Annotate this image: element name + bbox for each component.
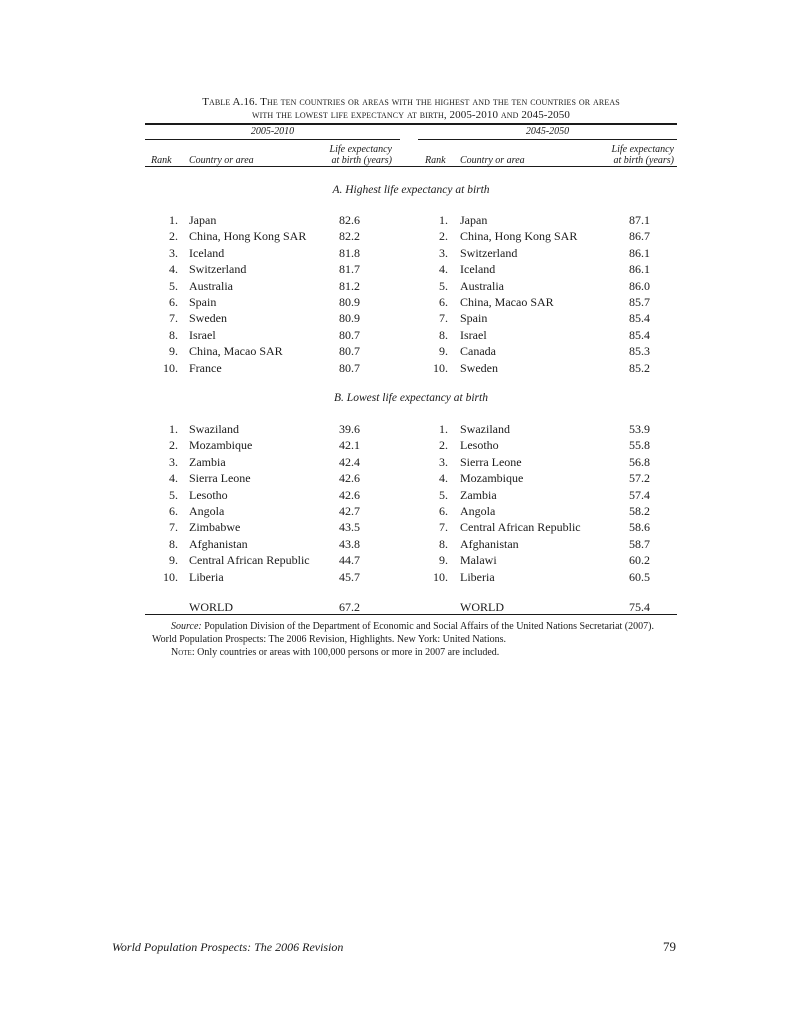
value-left: 80.9: [339, 295, 360, 309]
rank-left: 7.: [169, 311, 178, 326]
country-left: France: [189, 360, 222, 375]
table-row: [0, 245, 791, 261]
value-left: 42.1: [339, 438, 360, 453]
table-row: [0, 310, 791, 326]
country-left: China, Macao SAR: [189, 344, 283, 359]
value-right: 86.0: [629, 278, 650, 293]
rank-right: 3.: [439, 245, 448, 260]
world-value-right: 75.4: [629, 600, 650, 614]
country-right: Afghanistan: [460, 536, 519, 551]
country-left: Australia: [189, 278, 233, 293]
source-text-1: Population Division of the Department of Economic and Social Affairs of the United Nations Secretariat (2007).: [201, 621, 654, 632]
rank-left: 1.: [169, 213, 178, 227]
value-right: 53.9: [629, 422, 650, 436]
country-right: Switzerland: [460, 245, 518, 260]
table-row: [0, 536, 791, 552]
country-left: Mozambique: [189, 438, 253, 453]
rank-left: 8.: [169, 536, 178, 551]
table-row: [0, 569, 791, 585]
table-row: [0, 360, 791, 376]
source-line-1: [152, 620, 682, 633]
country-left: Liberia: [189, 569, 224, 584]
note-label: Note:: [171, 647, 195, 658]
value-left: 80.7: [339, 344, 360, 359]
top-rule: [145, 123, 677, 125]
country-right: China, Macao SAR: [460, 295, 554, 309]
col-rank-left: Rank: [151, 155, 172, 166]
col-le-right: [580, 144, 674, 166]
country-right: Australia: [460, 278, 504, 293]
value-right: 87.1: [629, 213, 650, 227]
table-row: [0, 519, 791, 535]
value-right: 85.4: [629, 311, 650, 326]
rank-left: 10.: [163, 360, 178, 375]
country-right: Central African Republic: [460, 520, 581, 535]
country-right: China, Hong Kong SAR: [460, 229, 578, 244]
col-le-left: [300, 144, 392, 166]
value-left: 42.6: [339, 471, 360, 486]
page-number: 79: [663, 939, 676, 954]
table-row: [0, 487, 791, 503]
col-country-left: Country or area: [189, 155, 254, 166]
note-text: Only countries or areas with 100,000 persons or more in 2007 are included.: [194, 647, 500, 658]
table-row: [0, 470, 791, 486]
country-right: Lesotho: [460, 438, 499, 453]
rank-right: 7.: [439, 311, 448, 326]
rank-left: 3.: [169, 454, 178, 469]
value-right: 58.6: [629, 520, 650, 535]
country-right: Japan: [460, 213, 488, 227]
value-left: 42.6: [339, 487, 360, 502]
value-left: 43.8: [339, 536, 360, 551]
rank-right: 6.: [439, 504, 448, 518]
table-caption: [145, 96, 677, 122]
value-right: 85.2: [629, 360, 650, 375]
table-row: [0, 437, 791, 453]
value-left: 43.5: [339, 520, 360, 535]
table-row: [0, 212, 791, 228]
value-right: 56.8: [629, 454, 650, 469]
country-left: Central African Republic: [189, 553, 310, 568]
header-bottom-rule: [145, 166, 677, 167]
col-le-left-line1: Life expectancy: [329, 144, 392, 155]
country-left: Zambia: [189, 454, 226, 469]
rank-left: 2.: [169, 438, 178, 453]
rank-right: 8.: [439, 536, 448, 551]
section-a-title: A. Highest life expectancy at birth: [332, 184, 490, 196]
source-line-2: World Population Prospects: The 2006 Revision, Highlights. New York: United Nations.: [152, 634, 507, 645]
rank-right: 10.: [433, 360, 448, 375]
value-right: 57.2: [629, 471, 650, 486]
source-label: Source:: [171, 621, 202, 632]
rank-right: 1.: [439, 213, 448, 227]
country-right: Canada: [460, 344, 496, 359]
table-row: [0, 552, 791, 568]
rank-left: 10.: [163, 569, 178, 584]
col-rank-right: Rank: [425, 155, 446, 166]
value-right: 86.7: [629, 229, 650, 244]
table-row: [0, 327, 791, 343]
rank-left: 4.: [169, 471, 178, 486]
group-rule-left: [145, 139, 400, 140]
table-row: [0, 228, 791, 244]
table-row: [0, 294, 791, 310]
table-row: [0, 421, 791, 437]
col-country-right: Country or area: [460, 155, 525, 166]
rank-right: 4.: [439, 262, 448, 277]
table-row: [0, 503, 791, 519]
group-header-2005-2010: 2005-2010: [250, 126, 295, 137]
country-left: Japan: [189, 213, 217, 227]
world-row: [0, 599, 791, 615]
table-row: [0, 343, 791, 359]
value-left: 82.2: [339, 229, 360, 244]
rank-right: 5.: [439, 487, 448, 502]
col-le-right-line1: Life expectancy: [611, 144, 674, 155]
country-right: Mozambique: [460, 471, 524, 486]
country-left: Afghanistan: [189, 536, 248, 551]
value-left: 42.7: [339, 504, 360, 518]
value-left: 80.9: [339, 311, 360, 326]
rank-right: 2.: [439, 438, 448, 453]
section-b-title: B. Lowest life expectancy at birth: [334, 392, 488, 404]
value-right: 86.1: [629, 262, 650, 277]
country-right: Iceland: [460, 262, 496, 277]
rank-right: 5.: [439, 278, 448, 293]
rank-right: 3.: [439, 454, 448, 469]
value-right: 60.5: [629, 569, 650, 584]
rank-right: 7.: [439, 520, 448, 535]
group-rule-right: [418, 139, 677, 140]
footer-title: World Population Prospects: The 2006 Revision: [112, 940, 344, 954]
rank-right: 1.: [439, 422, 448, 436]
country-right: Sierra Leone: [460, 454, 522, 469]
country-right: Spain: [460, 311, 488, 326]
country-right: Israel: [460, 327, 487, 342]
country-right: Swaziland: [460, 422, 510, 436]
rank-left: 6.: [169, 504, 178, 518]
rank-left: 3.: [169, 245, 178, 260]
rank-left: 5.: [169, 278, 178, 293]
rank-right: 6.: [439, 295, 448, 309]
rank-right: 9.: [439, 553, 448, 568]
caption-line-2: with the lowest life expectancy at birth, 2005-2010 and 2045-2050: [252, 109, 570, 121]
value-right: 85.4: [629, 327, 650, 342]
country-left: China, Hong Kong SAR: [189, 229, 307, 244]
rank-right: 4.: [439, 471, 448, 486]
col-le-left-line2: at birth (years): [331, 155, 392, 166]
rank-left: 1.: [169, 422, 178, 436]
value-left: 80.7: [339, 360, 360, 375]
country-left: Spain: [189, 295, 217, 309]
note-line: [152, 646, 682, 659]
rank-left: 6.: [169, 295, 178, 309]
value-left: 81.8: [339, 245, 360, 260]
table-bottom-rule: [145, 614, 677, 615]
rank-right: 9.: [439, 344, 448, 359]
rank-right: 10.: [433, 569, 448, 584]
value-right: 57.4: [629, 487, 650, 502]
rank-left: 4.: [169, 262, 178, 277]
rank-right: 8.: [439, 327, 448, 342]
table-row: [0, 261, 791, 277]
country-right: Angola: [460, 504, 496, 518]
rank-right: 2.: [439, 229, 448, 244]
value-left: 39.6: [339, 422, 360, 436]
value-left: 82.6: [339, 213, 360, 227]
country-left: Sierra Leone: [189, 471, 251, 486]
world-label-left: WORLD: [189, 600, 233, 614]
caption-line-1: Table A.16. The ten countries or areas with the highest and the ten countries or areas: [202, 96, 620, 108]
value-right: 86.1: [629, 245, 650, 260]
value-left: 45.7: [339, 569, 360, 584]
world-label-right: WORLD: [460, 600, 504, 614]
value-right: 58.7: [629, 536, 650, 551]
table-row: [0, 278, 791, 294]
rank-left: 7.: [169, 520, 178, 535]
rank-left: 5.: [169, 487, 178, 502]
country-right: Liberia: [460, 569, 495, 584]
country-left: Angola: [189, 504, 225, 518]
country-left: Zimbabwe: [189, 520, 241, 535]
value-left: 44.7: [339, 553, 360, 568]
country-right: Malawi: [460, 553, 497, 568]
value-left: 81.2: [339, 278, 360, 293]
value-right: 55.8: [629, 438, 650, 453]
value-left: 81.7: [339, 262, 360, 277]
value-left: 80.7: [339, 327, 360, 342]
rank-left: 9.: [169, 344, 178, 359]
country-right: Zambia: [460, 487, 497, 502]
value-right: 60.2: [629, 553, 650, 568]
value-left: 42.4: [339, 454, 360, 469]
value-right: 58.2: [629, 504, 650, 518]
rank-left: 2.: [169, 229, 178, 244]
rank-left: 8.: [169, 327, 178, 342]
group-header-2045-2050: 2045-2050: [525, 126, 570, 137]
value-right: 85.7: [629, 295, 650, 309]
country-left: Switzerland: [189, 262, 247, 277]
country-left: Israel: [189, 327, 216, 342]
country-left: Iceland: [189, 245, 225, 260]
country-right: Sweden: [460, 360, 498, 375]
rank-left: 9.: [169, 553, 178, 568]
value-right: 85.3: [629, 344, 650, 359]
col-le-right-line2: at birth (years): [613, 155, 674, 166]
country-left: Sweden: [189, 311, 227, 326]
country-left: Lesotho: [189, 487, 228, 502]
table-row: [0, 454, 791, 470]
source-note: [152, 620, 682, 659]
world-value-left: 67.2: [339, 600, 360, 614]
country-left: Swaziland: [189, 422, 239, 436]
